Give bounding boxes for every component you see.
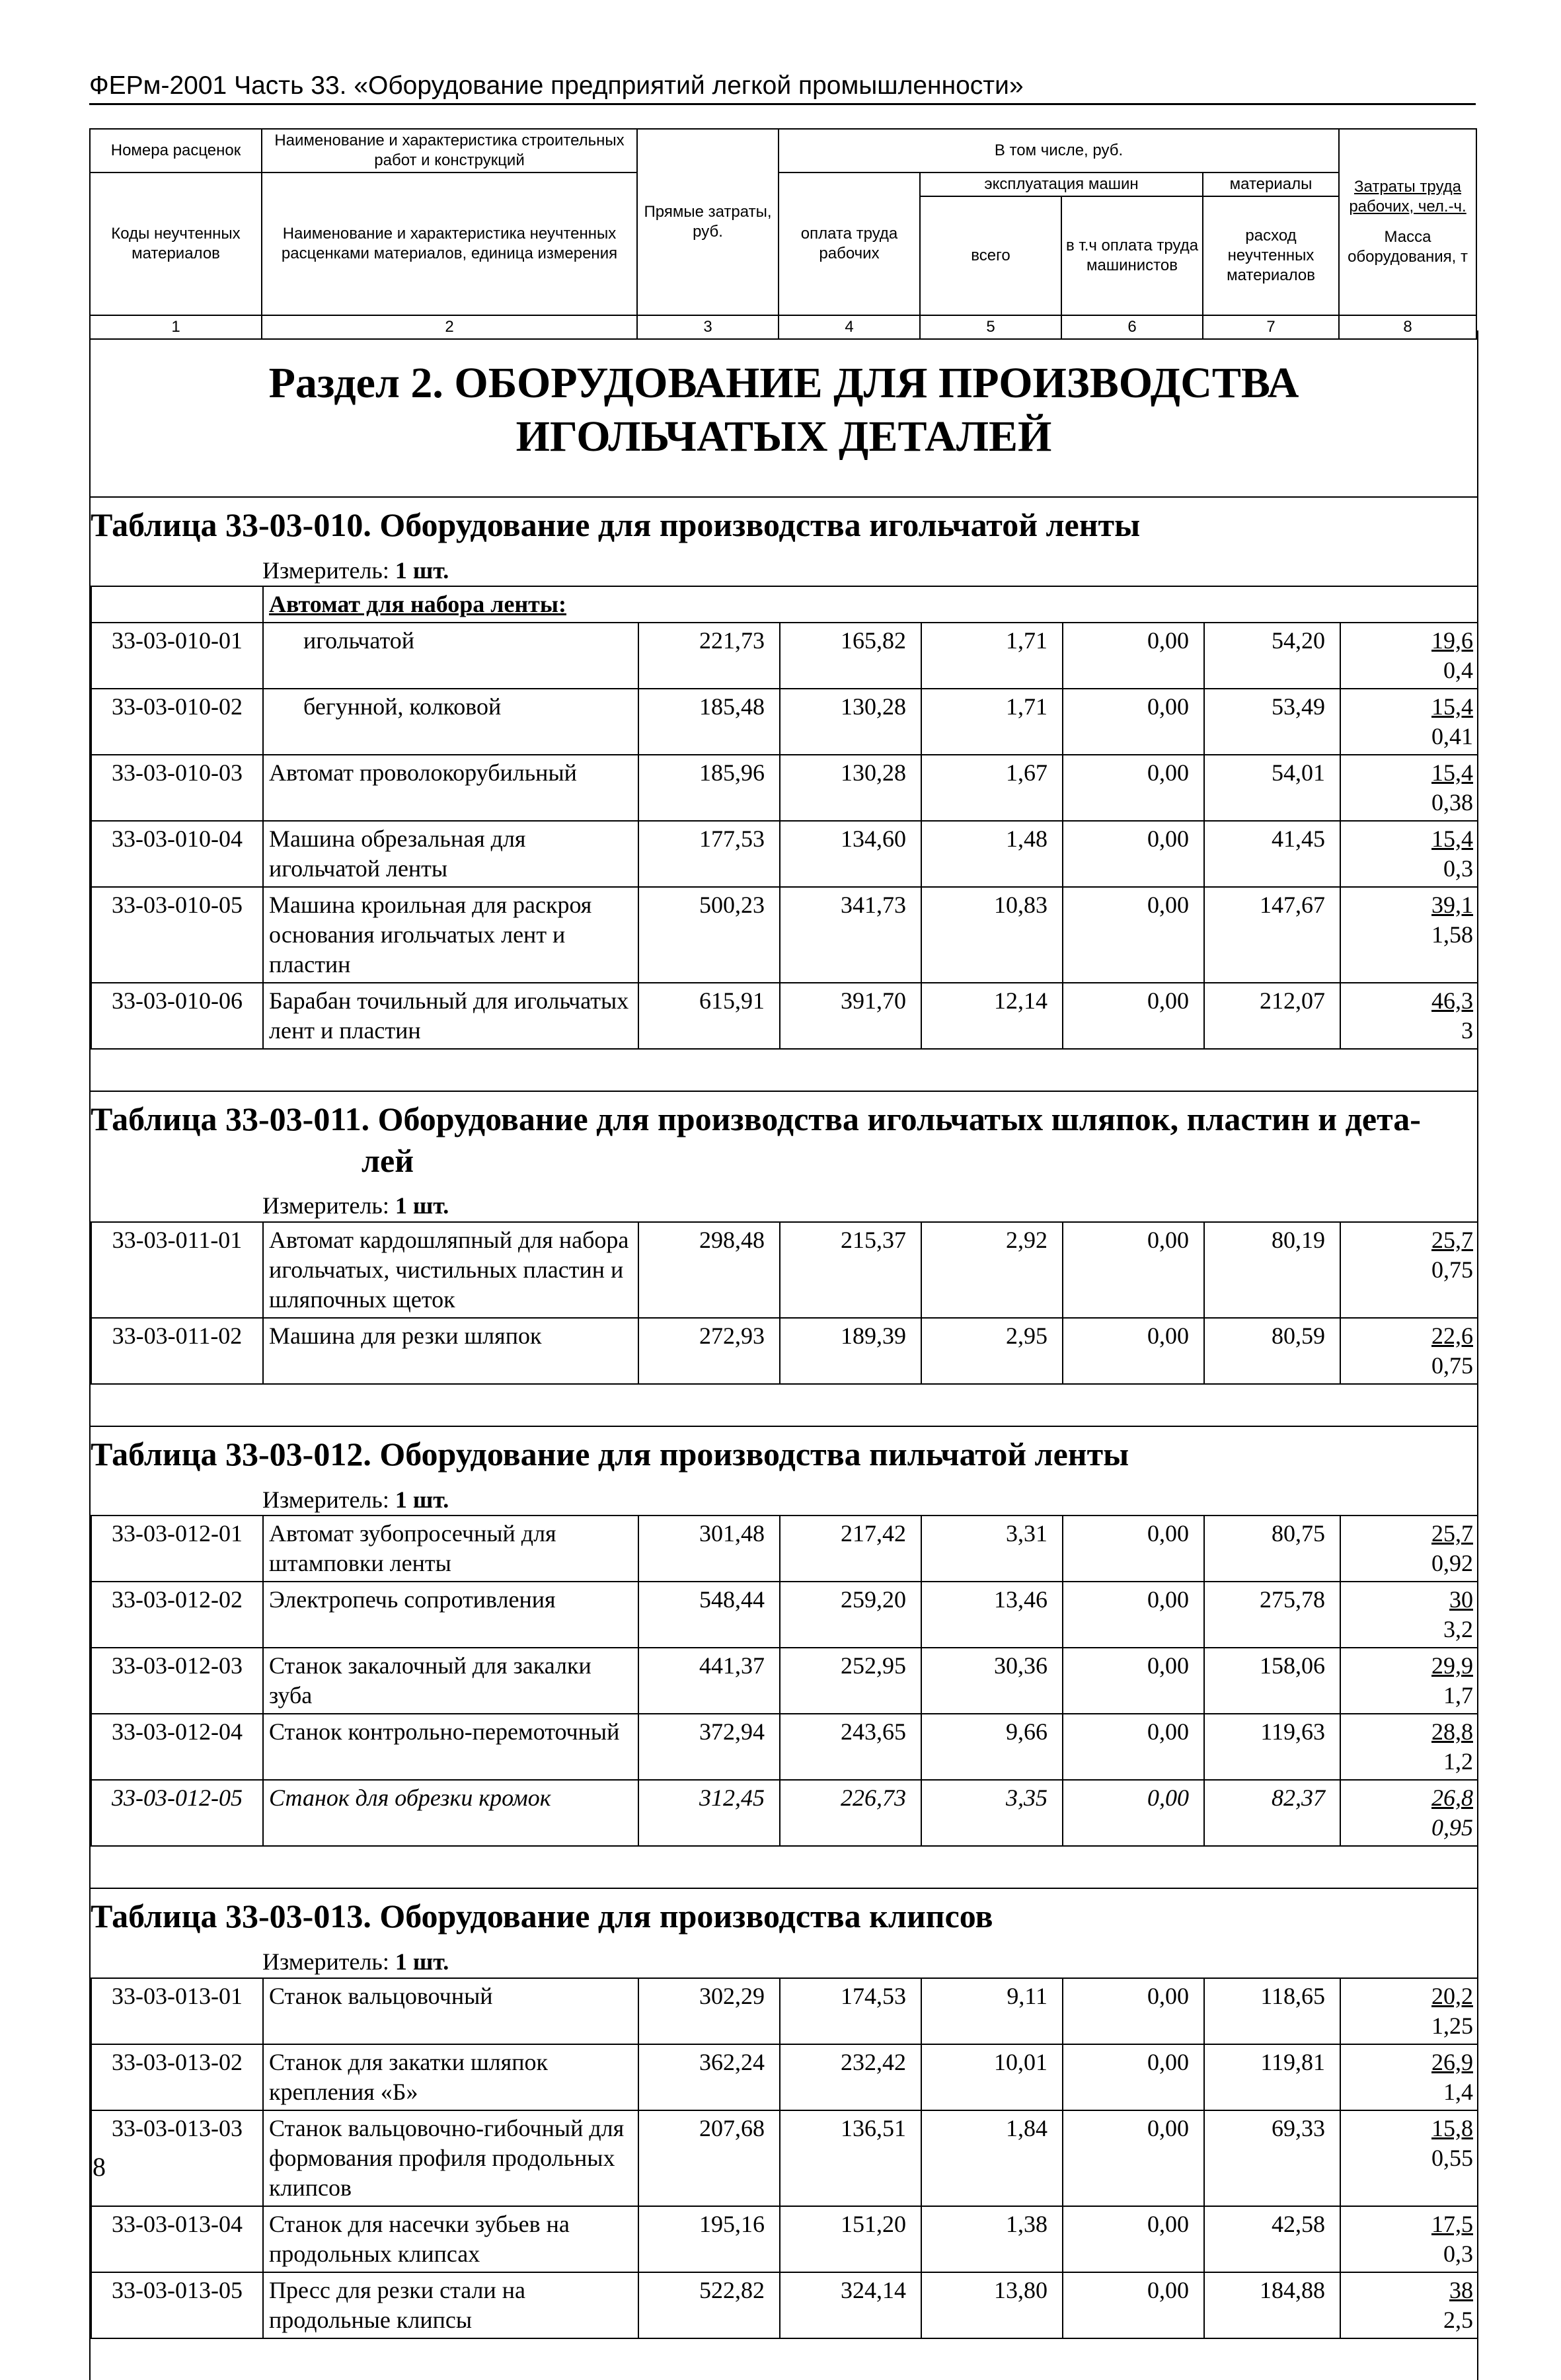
direct-costs: 500,23 <box>638 887 780 983</box>
table-row <box>91 821 1478 887</box>
machinists-wages: 0,00 <box>1063 983 1204 1049</box>
labor-mass <box>1340 755 1478 821</box>
machines-total: 10,83 <box>921 887 1063 983</box>
col-number-5: 5 <box>920 315 1061 339</box>
materials: 80,19 <box>1204 1222 1340 1318</box>
rate-name: Станок для закатки шляпок крепления «Б» <box>263 2044 638 2110</box>
col-wages: оплата труда рабочих <box>779 173 920 315</box>
rate-code: 33-03-013-02 <box>91 2044 263 2110</box>
materials: 184,88 <box>1204 2272 1340 2338</box>
wages: 341,73 <box>780 887 921 983</box>
direct-costs: 185,96 <box>638 755 780 821</box>
mass-value: 0,75 <box>1431 1352 1473 1379</box>
labor-mass <box>1340 2110 1478 2206</box>
machines-total: 1,71 <box>921 623 1063 689</box>
rate-name: бегунной, колковой <box>263 689 638 755</box>
measure-unit <box>91 555 1477 586</box>
machines-total: 13,46 <box>921 1582 1063 1648</box>
machines-total: 1,71 <box>921 689 1063 755</box>
rate-code: 33-03-011-02 <box>91 1318 263 1384</box>
direct-costs: 301,48 <box>638 1516 780 1582</box>
col-machines-total: всего <box>920 196 1061 315</box>
col-machinists: в т.ч оплата труда машинистов <box>1061 196 1203 315</box>
labor-value: 38 <box>1449 2276 1473 2303</box>
machinists-wages: 0,00 <box>1063 1582 1204 1648</box>
wages: 232,42 <box>780 2044 921 2110</box>
col-machines: эксплуатация машин <box>920 173 1203 196</box>
table-title <box>91 1092 1477 1190</box>
rate-name: Барабан точильный для игольчатых лент и пластин <box>263 983 638 1049</box>
machines-total: 1,84 <box>921 2110 1063 2206</box>
materials: 118,65 <box>1204 1978 1340 2044</box>
machinists-wages: 0,00 <box>1063 1780 1204 1846</box>
tables-container <box>91 496 1477 2380</box>
col-direct-costs: Прямые затраты, руб. <box>637 129 779 315</box>
mass-value: 2,5 <box>1443 2306 1473 2333</box>
labor-mass <box>1340 2206 1478 2272</box>
table-spacer <box>91 1847 1477 1888</box>
col-number-4: 4 <box>779 315 920 339</box>
machinists-wages: 0,00 <box>1063 1222 1204 1318</box>
wages: 226,73 <box>780 1780 921 1846</box>
mass-value: 1,7 <box>1443 1682 1473 1709</box>
machinists-wages: 0,00 <box>1063 623 1204 689</box>
labor-value: 15,4 <box>1431 759 1474 787</box>
machinists-wages: 0,00 <box>1063 1978 1204 2044</box>
rate-name: Машина для резки шляпок <box>263 1318 638 1384</box>
table-title-continuation: лей <box>362 1141 414 1179</box>
table-title-text: Таблица 33-03-012. Оборудование для производства пильчатой ленты <box>91 1436 1129 1473</box>
machines-total: 1,67 <box>921 755 1063 821</box>
group-heading-cell <box>263 586 1478 623</box>
empty-cell <box>91 586 263 623</box>
labor-value: 25,7 <box>1431 1520 1473 1547</box>
mass-value: 0,92 <box>1431 1550 1473 1577</box>
rate-name: Станок для насечки зубьев на продольных клипсах <box>263 2206 638 2272</box>
table-row <box>91 1222 1478 1318</box>
table-row <box>91 1582 1478 1648</box>
table-row <box>91 2044 1478 2110</box>
rate-code: 33-03-012-01 <box>91 1516 263 1582</box>
machinists-wages: 0,00 <box>1063 1714 1204 1780</box>
labor-mass <box>1340 887 1478 983</box>
mass-value: 1,4 <box>1443 2078 1473 2105</box>
labor-value: 19,6 <box>1431 627 1474 654</box>
rate-name: Станок контрольно-перемоточный <box>263 1714 638 1780</box>
rates-table <box>91 1515 1478 1847</box>
mass-value: 0,3 <box>1443 2240 1473 2267</box>
labor-mass <box>1340 1516 1478 1582</box>
rates-table <box>91 586 1478 1050</box>
rate-name: Машина кроильная для раскроя основания игольчатых лент и пластин <box>263 887 638 983</box>
machines-total: 2,92 <box>921 1222 1063 1318</box>
measure-label: Измеритель: <box>262 557 389 584</box>
rate-code: 33-03-010-04 <box>91 821 263 887</box>
equipment-table-3 <box>91 1888 1477 2379</box>
direct-costs: 177,53 <box>638 821 780 887</box>
section-title: Раздел 2. ОБОРУДОВАНИЕ ДЛЯ ПРОИЗВОДСТВА ИГОЛЬЧАТЫХ ДЕТАЛЕЙ <box>268 359 1299 461</box>
table-row <box>91 1780 1478 1846</box>
labor-mass <box>1340 1648 1478 1714</box>
rate-code: 33-03-012-04 <box>91 1714 263 1780</box>
labor-value: 15,4 <box>1431 693 1474 720</box>
table-row <box>91 1516 1478 1582</box>
wages: 324,14 <box>780 2272 921 2338</box>
labor-mass <box>1340 983 1478 1049</box>
labor-mass <box>1340 821 1478 887</box>
table-title <box>91 498 1477 555</box>
measure-label: Измеритель: <box>262 1486 389 1513</box>
measure-value: 1 шт. <box>395 1948 449 1975</box>
col-including: В том числе, руб. <box>779 129 1339 173</box>
materials: 119,63 <box>1204 1714 1340 1780</box>
mass-value: 1,58 <box>1431 921 1474 948</box>
rate-code: 33-03-011-01 <box>91 1222 263 1318</box>
direct-costs: 548,44 <box>638 1582 780 1648</box>
rate-code: 33-03-010-03 <box>91 755 263 821</box>
direct-costs: 312,45 <box>638 1780 780 1846</box>
measure-value: 1 шт. <box>395 1486 449 1513</box>
rate-code: 33-03-012-02 <box>91 1582 263 1648</box>
col-codes: Коды неучтенных материалов <box>90 173 262 315</box>
materials: 212,07 <box>1204 983 1340 1049</box>
equipment-table-1 <box>91 1091 1477 1426</box>
materials: 54,20 <box>1204 623 1340 689</box>
col-work-name: Наименование и характеристика строительных работ и конструкций <box>262 129 637 173</box>
table-row <box>91 623 1478 689</box>
rate-code: 33-03-013-03 <box>91 2110 263 2206</box>
rate-code: 33-03-013-01 <box>91 1978 263 2044</box>
measure-unit <box>91 1946 1477 1977</box>
wages: 217,42 <box>780 1516 921 1582</box>
table-row <box>91 1978 1478 2044</box>
labor-mass <box>1340 1780 1478 1846</box>
col-number-6: 6 <box>1061 315 1203 339</box>
rates-table <box>91 1221 1478 1385</box>
col-number-8: 8 <box>1339 315 1476 339</box>
machines-total: 12,14 <box>921 983 1063 1049</box>
labor-value: 17,5 <box>1431 2210 1473 2237</box>
labor-value: 39,1 <box>1431 892 1474 919</box>
col-mass: Масса оборудования, т <box>1348 228 1468 266</box>
direct-costs: 302,29 <box>638 1978 780 2044</box>
table-row <box>91 2110 1478 2206</box>
machines-total: 9,11 <box>921 1978 1063 2044</box>
machinists-wages: 0,00 <box>1063 689 1204 755</box>
table-row <box>91 887 1478 983</box>
rate-code: 33-03-013-05 <box>91 2272 263 2338</box>
col-number-2: 2 <box>262 315 637 339</box>
col-materials-name: Наименование и характеристика неучтенных расценками материалов, единица измерения <box>262 173 637 315</box>
rate-code: 33-03-012-05 <box>91 1780 263 1846</box>
rate-code: 33-03-010-01 <box>91 623 263 689</box>
mass-value: 1,25 <box>1431 2012 1473 2039</box>
table-row <box>91 1318 1478 1384</box>
machinists-wages: 0,00 <box>1063 2206 1204 2272</box>
measure-label: Измеритель: <box>262 1192 389 1219</box>
machines-total: 1,48 <box>921 821 1063 887</box>
rate-code: 33-03-013-04 <box>91 2206 263 2272</box>
machines-total: 3,31 <box>921 1516 1063 1582</box>
wages: 151,20 <box>780 2206 921 2272</box>
mass-value: 3,2 <box>1443 1616 1473 1643</box>
materials: 53,49 <box>1204 689 1340 755</box>
measure-unit <box>91 1484 1477 1516</box>
col-materials: материалы <box>1203 173 1339 196</box>
table-row <box>91 2206 1478 2272</box>
direct-costs: 185,48 <box>638 689 780 755</box>
wages: 189,39 <box>780 1318 921 1384</box>
machinists-wages: 0,00 <box>1063 2110 1204 2206</box>
machines-total: 1,38 <box>921 2206 1063 2272</box>
rate-name: Станок вальцовочный <box>263 1978 638 2044</box>
direct-costs: 615,91 <box>638 983 780 1049</box>
labor-mass <box>1340 623 1478 689</box>
wages: 165,82 <box>780 623 921 689</box>
rate-code: 33-03-010-05 <box>91 887 263 983</box>
mass-value: 1,2 <box>1443 1748 1473 1775</box>
direct-costs: 221,73 <box>638 623 780 689</box>
labor-mass <box>1340 2272 1478 2338</box>
machines-total: 2,95 <box>921 1318 1063 1384</box>
rate-name: Машина обрезальная для игольчатой ленты <box>263 821 638 887</box>
labor-mass <box>1340 689 1478 755</box>
rate-name: Станок вальцовочно-гибочный для формования профиля продольных клипсов <box>263 2110 638 2206</box>
machinists-wages: 0,00 <box>1063 1318 1204 1384</box>
col-number-1: 1 <box>90 315 262 339</box>
materials: 41,45 <box>1204 821 1340 887</box>
table-row <box>91 2272 1478 2338</box>
measure-unit <box>91 1190 1477 1221</box>
machinists-wages: 0,00 <box>1063 2044 1204 2110</box>
rate-name: Автомат кардошляпный для набора игольчатых, чистильных пластин и шляпочных щеток <box>263 1222 638 1318</box>
direct-costs: 272,93 <box>638 1318 780 1384</box>
wages: 215,37 <box>780 1222 921 1318</box>
wages: 174,53 <box>780 1978 921 2044</box>
machines-total: 3,35 <box>921 1780 1063 1846</box>
machines-total: 10,01 <box>921 2044 1063 2110</box>
table-spacer <box>91 1050 1477 1091</box>
labor-mass <box>1340 2044 1478 2110</box>
rate-name: Автомат зубопросечный для штамповки ленты <box>263 1516 638 1582</box>
machines-total: 30,36 <box>921 1648 1063 1714</box>
materials: 69,33 <box>1204 2110 1340 2206</box>
table-title-text: Таблица 33-03-013. Оборудование для производства клипсов <box>91 1898 993 1935</box>
rate-name: Автомат проволокорубильный <box>263 755 638 821</box>
labor-value: 26,8 <box>1431 1785 1473 1812</box>
table-row <box>91 755 1478 821</box>
equipment-table-0 <box>91 496 1477 1091</box>
direct-costs: 441,37 <box>638 1648 780 1714</box>
materials: 158,06 <box>1204 1648 1340 1714</box>
table-title-text: Таблица 33-03-011. Оборудование для производства игольчатых шляпок, пластин и дета- <box>91 1100 1421 1138</box>
machinists-wages: 0,00 <box>1063 821 1204 887</box>
group-header-row <box>91 586 1478 623</box>
page-header: ФЕРм-2001 Часть 33. «Оборудование предприятий легкой промышленности» <box>89 71 1024 100</box>
labor-value: 25,7 <box>1431 1227 1473 1254</box>
equipment-table-2 <box>91 1426 1477 1888</box>
rate-name: Станок закалочный для закалки зуба <box>263 1648 638 1714</box>
mass-value: 0,41 <box>1431 723 1474 750</box>
mass-value: 0,4 <box>1443 657 1474 684</box>
machines-total: 13,80 <box>921 2272 1063 2338</box>
wages: 134,60 <box>780 821 921 887</box>
direct-costs: 207,68 <box>638 2110 780 2206</box>
labor-value: 26,9 <box>1431 2048 1473 2075</box>
col-materials-unaccounted: расход неучтенных материалов <box>1203 196 1339 315</box>
table-spacer <box>91 1385 1477 1426</box>
rates-table <box>91 1977 1478 2339</box>
direct-costs: 195,16 <box>638 2206 780 2272</box>
table-row <box>91 1714 1478 1780</box>
materials: 80,59 <box>1204 1318 1340 1384</box>
table-row <box>91 1648 1478 1714</box>
materials: 275,78 <box>1204 1582 1340 1648</box>
group-heading: Автомат для набора ленты: <box>269 591 566 618</box>
col-rate-numbers: Номера расценок <box>90 129 262 173</box>
materials: 80,75 <box>1204 1516 1340 1582</box>
direct-costs: 362,24 <box>638 2044 780 2110</box>
measure-label: Измеритель: <box>262 1948 389 1975</box>
labor-value: 30 <box>1449 1586 1473 1613</box>
document-body <box>89 330 1478 2380</box>
header-rule <box>89 103 1476 105</box>
machinists-wages: 0,00 <box>1063 755 1204 821</box>
col-number-3: 3 <box>637 315 779 339</box>
machinists-wages: 0,00 <box>1063 887 1204 983</box>
labor-value: 15,4 <box>1431 825 1474 853</box>
col-labor-mass <box>1339 129 1476 315</box>
table-row <box>91 689 1478 755</box>
rate-code: 33-03-010-02 <box>91 689 263 755</box>
wages: 259,20 <box>780 1582 921 1648</box>
materials: 42,58 <box>1204 2206 1340 2272</box>
table-title-text: Таблица 33-03-010. Оборудование для производства игольчатой ленты <box>91 506 1141 544</box>
machinists-wages: 0,00 <box>1063 1648 1204 1714</box>
machinists-wages: 0,00 <box>1063 2272 1204 2338</box>
mass-value: 0,3 <box>1443 855 1474 882</box>
measure-value: 1 шт. <box>395 557 449 584</box>
labor-value: 15,8 <box>1431 2114 1473 2141</box>
labor-value: 28,8 <box>1431 1718 1473 1746</box>
direct-costs: 372,94 <box>638 1714 780 1780</box>
machinists-wages: 0,00 <box>1063 1516 1204 1582</box>
materials: 119,81 <box>1204 2044 1340 2110</box>
mass-value: 0,38 <box>1431 789 1474 816</box>
table-row <box>91 983 1478 1049</box>
mass-value: 0,75 <box>1431 1256 1473 1284</box>
rate-name: Пресс для резки стали на продольные клипсы <box>263 2272 638 2338</box>
labor-value: 20,2 <box>1431 1982 1473 2009</box>
mass-value: 3 <box>1461 1017 1474 1044</box>
direct-costs: 522,82 <box>638 2272 780 2338</box>
rate-code: 33-03-010-06 <box>91 983 263 1049</box>
wages: 391,70 <box>780 983 921 1049</box>
table-spacer <box>91 2339 1477 2380</box>
wages: 252,95 <box>780 1648 921 1714</box>
wages: 243,65 <box>780 1714 921 1780</box>
materials: 147,67 <box>1204 887 1340 983</box>
col-labor: Затраты труда рабочих, чел.-ч. <box>1349 178 1466 215</box>
rate-code: 33-03-012-03 <box>91 1648 263 1714</box>
column-header-table <box>89 128 1477 340</box>
col-number-7: 7 <box>1203 315 1339 339</box>
wages: 130,28 <box>780 689 921 755</box>
mass-value: 0,95 <box>1431 1814 1473 1841</box>
rate-name: Электропечь сопротивления <box>263 1582 638 1648</box>
measure-value: 1 шт. <box>395 1192 449 1219</box>
machines-total: 9,66 <box>921 1714 1063 1780</box>
labor-value: 46,3 <box>1431 987 1474 1015</box>
labor-mass <box>1340 1978 1478 2044</box>
mass-value: 0,55 <box>1431 2144 1473 2171</box>
labor-value: 29,9 <box>1431 1652 1473 1679</box>
labor-value: 22,6 <box>1431 1323 1473 1350</box>
labor-mass <box>1340 1318 1478 1384</box>
wages: 136,51 <box>780 2110 921 2206</box>
direct-costs: 298,48 <box>638 1222 780 1318</box>
rate-name: Станок для обрезки кромок <box>263 1780 638 1846</box>
materials: 54,01 <box>1204 755 1340 821</box>
page-number: 8 <box>93 2152 106 2182</box>
materials: 82,37 <box>1204 1780 1340 1846</box>
rate-name: игольчатой <box>263 623 638 689</box>
wages: 130,28 <box>780 755 921 821</box>
table-title <box>91 1889 1477 1946</box>
labor-mass <box>1340 1714 1478 1780</box>
labor-mass <box>1340 1582 1478 1648</box>
labor-mass <box>1340 1222 1478 1318</box>
table-title <box>91 1427 1477 1484</box>
